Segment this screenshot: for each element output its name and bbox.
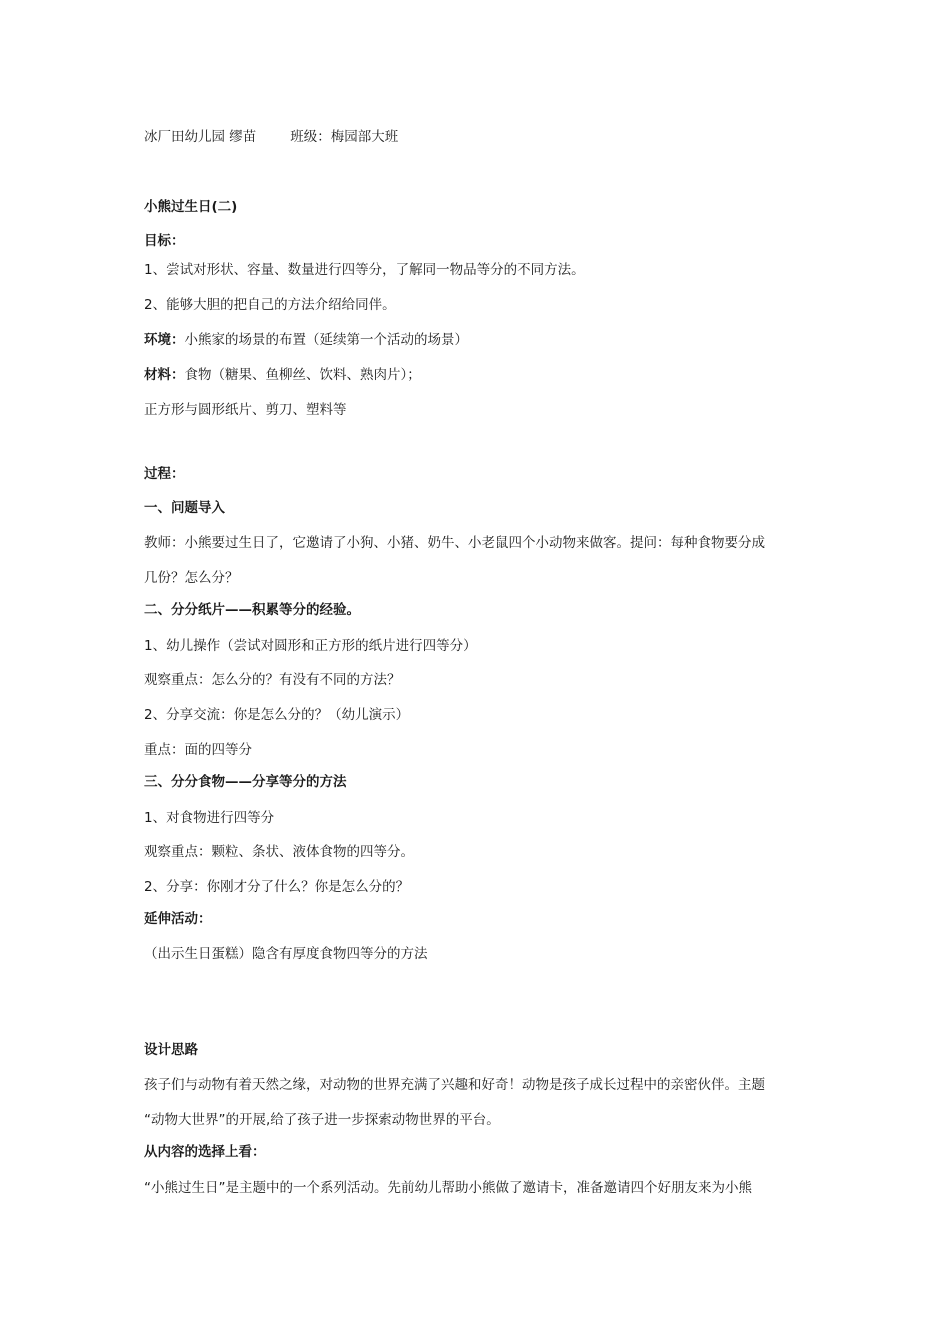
section-1-text-2: 几份？怎么分？ — [144, 570, 239, 586]
design-paragraph-2-line-1: “小熊过生日”是主题中的一个系列活动。先前幼儿帮助小熊做了邀请卡，准备邀请四个好朋友来为小熊 — [144, 1180, 752, 1196]
section-3-heading: 三、分分食物——分享等分的方法 — [144, 774, 347, 790]
section-1-text: 教师：小熊要过生日了，它邀请了小狗、小猪、奶牛、小老鼠四个小动物来做客。提问：每种食物要分成 — [144, 535, 765, 551]
school-teacher: 冰厂田幼儿园 缪苗 — [144, 129, 257, 145]
section-3-item-1: 1、对食物进行四等分 — [144, 810, 275, 826]
section-2-item-1: 1、幼儿操作（尝试对圆形和正方形的纸片进行四等分） — [144, 638, 477, 654]
section-3-item-2: 观察重点：颗粒、条状、液体食物的四等分。 — [144, 844, 414, 860]
section-2-heading: 二、分分纸片——积累等分的经验。 — [144, 602, 360, 618]
content-selection-heading: 从内容的选择上看： — [144, 1144, 266, 1160]
environment-line — [144, 331, 468, 349]
section-2-item-2: 观察重点：怎么分的？有没有不同的方法？ — [144, 672, 401, 688]
environment-text: 小熊家的场景的布置（延续第一个活动的场景） — [184, 332, 468, 348]
design-paragraph-line-2: “动物大世界”的开展,给了孩子进一步探索动物世界的平台。 — [144, 1112, 500, 1128]
design-heading: 设计思路 — [144, 1042, 198, 1058]
section-1-heading: 一、问题导入 — [144, 500, 225, 516]
materials-text: 食物（糖果、鱼柳丝、饮料、熟肉片）； — [184, 367, 421, 383]
header-line — [144, 128, 398, 146]
goals-heading: 目标： — [144, 233, 185, 249]
materials-line-2: 正方形与圆形纸片、剪刀、塑料等 — [144, 402, 347, 418]
process-heading: 过程： — [144, 466, 185, 482]
goal-item-2: 2、能够大胆的把自己的方法介绍给同伴。 — [144, 297, 396, 313]
section-3-item-3: 2、分享：你刚才分了什么？你是怎么分的？ — [144, 879, 410, 895]
extension-text: （出示生日蛋糕）隐含有厚度食物四等分的方法 — [144, 946, 428, 962]
materials-line — [144, 366, 421, 384]
extension-heading: 延伸活动： — [144, 911, 212, 927]
environment-label: 环境： — [144, 332, 185, 348]
materials-label: 材料： — [144, 367, 185, 383]
design-paragraph-line-1: 孩子们与动物有着天然之缘，对动物的世界充满了兴趣和好奇！动物是孩子成长过程中的亲密伙伴。主题 — [144, 1077, 765, 1093]
section-2-item-4: 重点：面的四等分 — [144, 742, 252, 758]
goal-item-1: 1、尝试对形状、容量、数量进行四等分，了解同一物品等分的不同方法。 — [144, 262, 585, 278]
class-name: 班级：梅园部大班 — [290, 129, 399, 145]
document-title: 小熊过生日(二) — [144, 199, 238, 215]
section-2-item-3: 2、分享交流：你是怎么分的？（幼儿演示） — [144, 707, 410, 723]
